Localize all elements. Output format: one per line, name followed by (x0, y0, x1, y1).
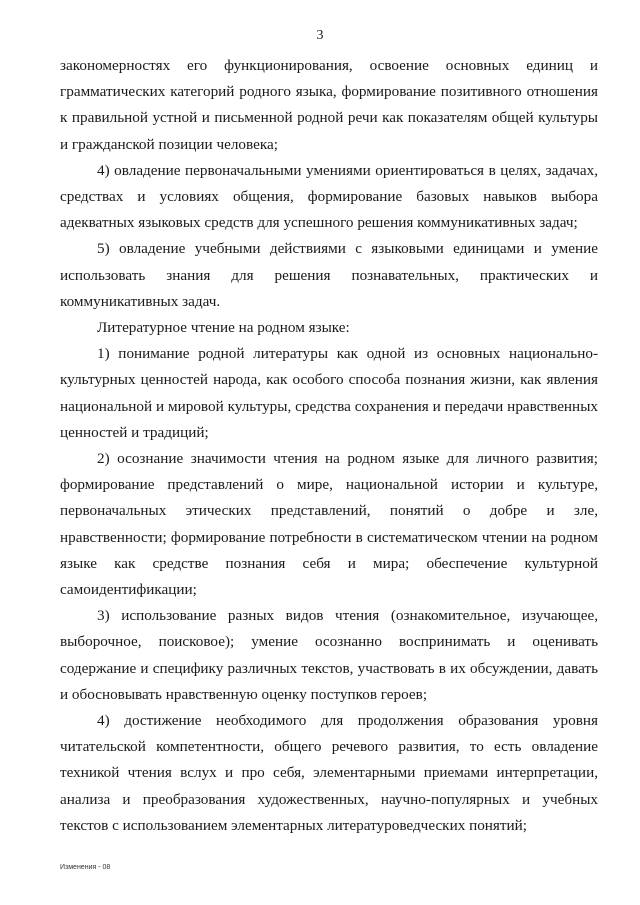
document-body (60, 53, 598, 839)
footer-revision-note: Изменения - 08 (60, 864, 111, 871)
paragraph-item-5-language: 5) овладение учебными действиями с языковыми единицами и умение использовать знания для решения познавательных, практических и коммуникативных задач. (60, 240, 598, 310)
paragraph-item-2-reading: 2) осознание значимости чтения на родном языке для личного развития; формирование представлений о мире, национальной истории и культуре, первоначальных этических представлений, понятий о добре и зле, нравственности; формирование потребности в систематическом чтении на родном языке как средстве познания себя и мира; обеспечение культурной самоидентификации; (60, 450, 598, 599)
paragraph-item-4-reading: 4) достижение необходимого для продолжения образования уровня читательской компетентности, общего речевого развития, то есть овладение техникой чтения вслух и про себя, элементарными приемами интерпретации, анализа и преобразования художественных, научно-популярных и учебных текстов с использованием элементарных литературоведческих понятий; (60, 712, 598, 834)
section-heading-literary-reading: Литературное чтение на родном языке: (97, 319, 350, 337)
paragraph-continuation: закономерностях его функционирования, освоение основных единиц и грамматических категорий родного языка, формирование позитивного отношения к правильной устной и письменной родной речи как показателям общей культуры и гражданской позиции человека; (60, 57, 598, 153)
paragraph-item-1-reading: 1) понимание родной литературы как одной из основных национально-культурных ценностей народа, как особого способа познания жизни, как явления национальной и мировой культуры, средства сохранения и передачи нравственных ценностей и традиций; (60, 345, 598, 441)
paragraph-item-4-language: 4) овладение первоначальными умениями ориентироваться в целях, задачах, средствах и условиях общения, формирование базовых навыков выбора адекватных языковых средств для успешного решения коммуникативных задач; (60, 161, 598, 232)
page-number: 3 (316, 28, 324, 43)
paragraph-item-3-reading: 3) использование разных видов чтения (ознакомительное, изучающее, выборочное, поисковое); умение осознанно воспринимать и оценивать содержание и специфику различных текстов, участвовать в их обсуждении, давать и обосновывать нравственную оценку поступков героев; (60, 607, 598, 703)
